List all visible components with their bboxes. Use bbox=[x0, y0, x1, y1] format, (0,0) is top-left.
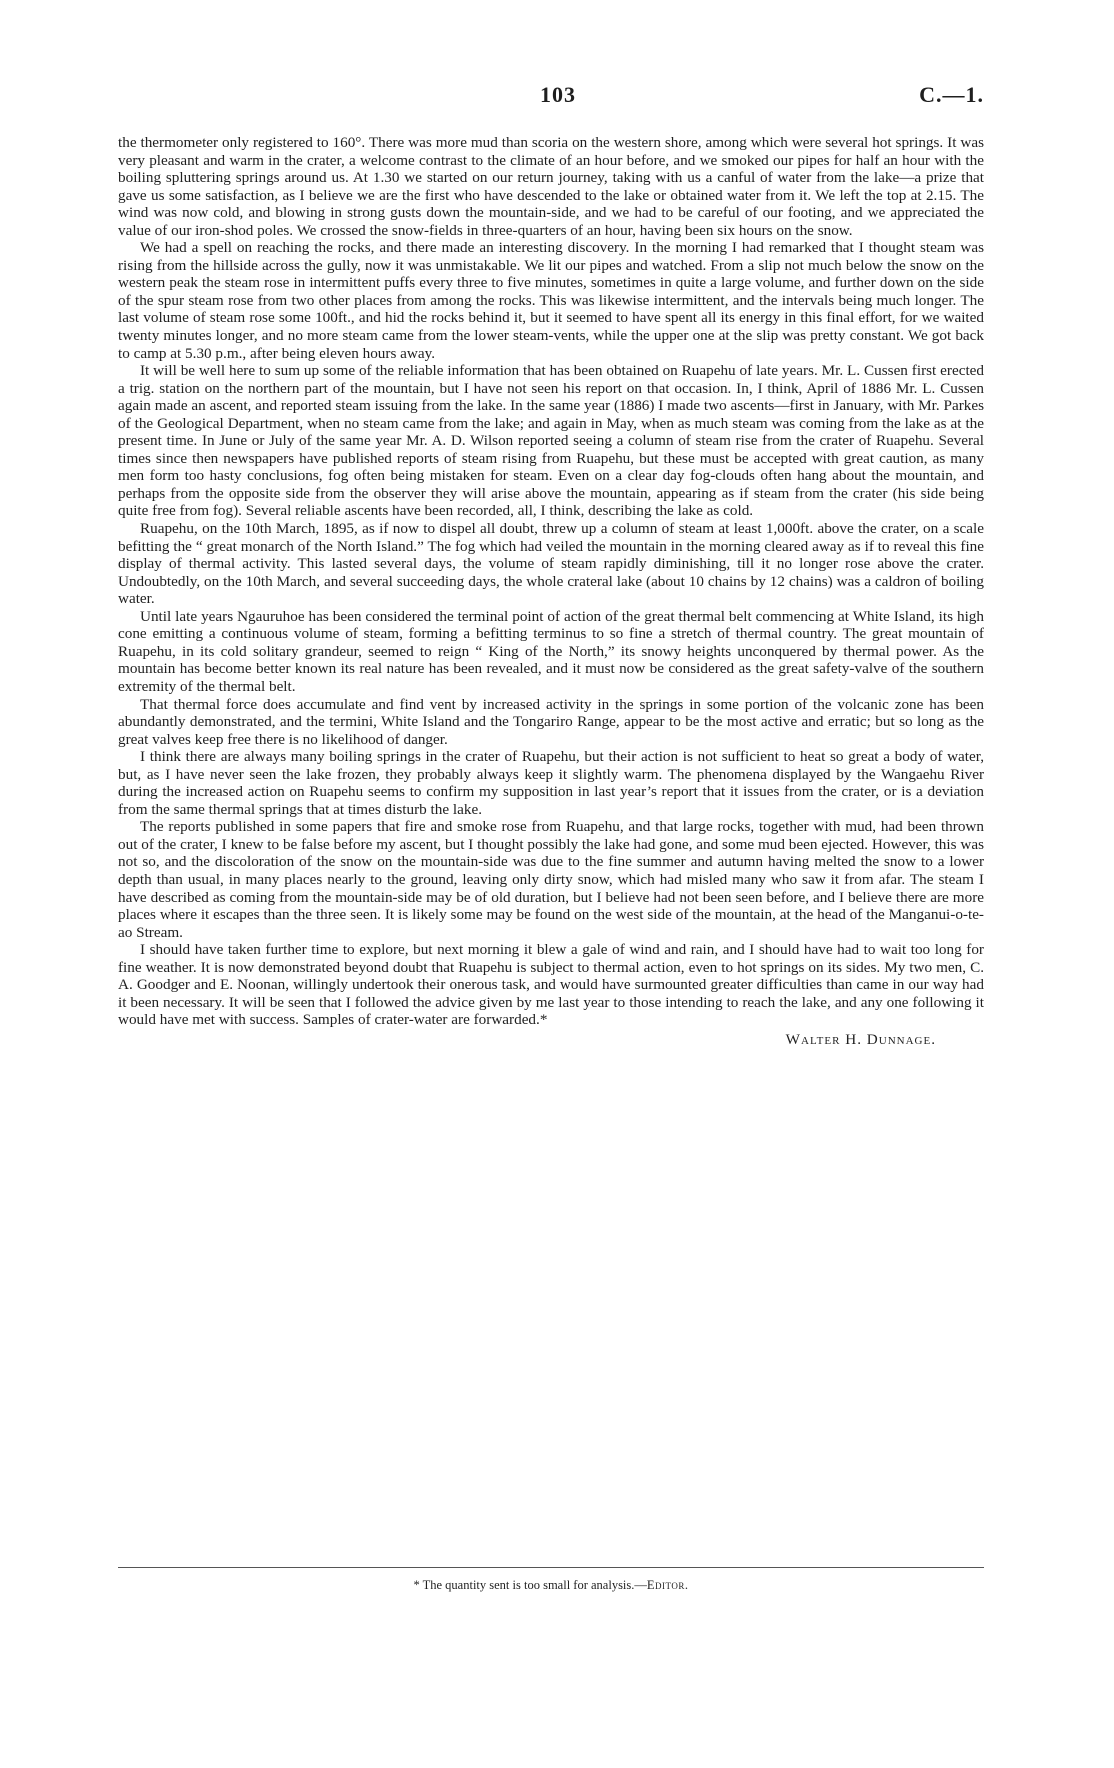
footnote-editor-credit: Editor. bbox=[646, 1578, 689, 1592]
paragraph-reliable-information: It will be well here to sum up some of the reliable information that has been obtained on Ruapehu of late years. Mr. L. Cussen first erected a trig. station on the northern part of the mountain, but I have not seen his report on that occasion. In, I think, April of 1886 Mr. L. Cussen again made an ascent, and reported steam issuing from the lake. In the same year (1886) I made two ascents—first in January, with Mr. Parkes of the Geological Department, when no steam came from the lake; and again in May, when as much steam was coming from the lake as at the present time. In June or July of the same year Mr. A. D. Wilson reported seeing a column of steam rise from the crater of Ruapehu. Several times since then newspapers have published reports of steam rising from Ruapehu, but these must be accepted with great caution, as many men form too hasty conclusions, fog often being mistaken for steam. Even on a clear day fog-clouds often hang about the mountain, and perhaps from the opposite side from the observer they will arise above the mountain, appearing as if steam from the crater (his side being quite free from fog). Several reliable ascents have been recorded, all, I think, describing the lake as cold. bbox=[118, 362, 984, 520]
page-header bbox=[118, 82, 984, 112]
paragraph-thermal-belt: Until late years Ngauruhoe has been considered the terminal point of action of the great thermal belt commencing at White Island, its high cone emitting a continuous volume of steam, forming a befitting terminus to so fine a stretch of thermal country. The great mountain of Ruapehu, in its cold solitary grandeur, seemed to reign “ King of the North,” its snowy heights unconquered by thermal power. As the mountain has become better known its real nature has been revealed, and it must now be considered as the great safety-valve of the southern extremity of the thermal belt. bbox=[118, 607, 984, 695]
report-body bbox=[118, 134, 984, 1049]
paragraph-march-eruption: Ruapehu, on the 10th March, 1895, as if now to dispel all doubt, threw up a column of steam at least 1,000ft. above the crater, on a scale befitting the “ great monarch of the North Island.” The fog which had veiled the mountain in the morning cleared away as if to reveal this fine display of thermal activity. This lasted several days, the volume of steam rapidly diminishing, till it no longer rose above the crater. Undoubtedly, on the 10th March, and several succeeding days, the whole crateral lake (about 10 chains by 12 chains) was a caldron of boiling water. bbox=[118, 520, 984, 608]
paragraph-summit-descent: the thermometer only registered to 160°. There was more mud than scoria on the western shore, among which were several hot springs. It was very pleasant and warm in the crater, a welcome contrast to the climate of an hour before, and we smoked our pipes for half an hour with the boiling spluttering springs around us. At 1.30 we started on our return journey, taking with us a canful of water from the lake—a prize that gave us some satisfaction, as I believe we are the first who have descended to the lake or obtained water from it. We left the top at 2.15. The wind was now cold, and blowing in strong gusts down the mountain-side, and we had to be careful of our footing, and we appreciated the value of our iron-shod poles. We crossed the snow-fields in three-quarters of an hour, having been six hours on the snow. bbox=[118, 134, 984, 239]
paragraph-conclusion: I should have taken further time to explore, but next morning it blew a gale of wind and rain, and I should have had to wait too long for fine weather. It is now demonstrated beyond doubt that Ruapehu is subject to thermal action, even to hot springs on its sides. My two men, C. A. Goodger and E. Noonan, willingly undertook their onerous task, and would have surmounted greater difficulties than came in our way had it been necessary. It will be seen that I followed the advice given by me last year to those intending to reach the lake, and any one following it would have met with success. Samples of crater-water are forwarded.* bbox=[118, 941, 984, 1029]
footnote-divider bbox=[118, 1567, 984, 1568]
footnote-text: * The quantity sent is too small for analysis.— bbox=[413, 1578, 647, 1592]
section-identifier: C.—1. bbox=[919, 82, 984, 107]
paragraph-steam-discovery: We had a spell on reaching the rocks, and there made an interesting discovery. In the morning I had remarked that I thought steam was rising from the hillside across the gully, now it was unmistakable. We lit our pipes and watched. From a slip not much below the snow on the western peak the steam rose in intermittent puffs every three to five minutes, sometimes in quite a large volume, and further down on the side of the spur steam rose from two other places from among the rocks. This was likewise intermittent, and the intervals being much longer. The last volume of steam rose some 100ft., and hid the rocks behind it, but it seemed to have spent all its energy in this final effort, for we waited twenty minutes longer, and no more steam came from the lower steam-vents, while the upper one at the slip was pretty constant. We got back to camp at 5.30 p.m., after being eleven hours away. bbox=[118, 239, 984, 362]
paragraph-boiling-springs: I think there are always many boiling springs in the crater of Ruapehu, but their action is not sufficient to heat so great a body of water, but, as I have never seen the lake frozen, they probably always keep it slightly warm. The phenomena displayed by the Wangaehu River during the increased action on Ruapehu seems to confirm my supposition in last year’s report that it issues from the crater, or is a deviation from the same thermal springs that at times disturb the lake. bbox=[118, 748, 984, 818]
author-signature: Walter H. Dunnage. bbox=[785, 1030, 936, 1048]
footnote bbox=[118, 1577, 984, 1593]
paragraph-thermal-force: That thermal force does accumulate and find vent by increased activity in the springs in some portion of the volcanic zone has been abundantly demonstrated, and the termini, White Island and the Tongariro Range, appear to be the most active and erratic; but so long as the great valves keep free there is no likelihood of danger. bbox=[118, 695, 984, 748]
page-number: 103 bbox=[540, 82, 576, 107]
paragraph-false-reports: The reports published in some papers that fire and smoke rose from Ruapehu, and that large rocks, together with mud, had been thrown out of the crater, I knew to be false before my ascent, but I thought possibly the lake had gone, and some mud been ejected. However, this was not so, and the discoloration of the snow on the mountain-side was due to the fine summer and autumn having melted the snow to a lower depth than usual, in many places nearly to the ground, leaving only dirty snow, which had misled many who saw it from afar. The steam I have described as coming from the mountain-side may be of old duration, but I believe had not been seen before, and I believe there are more places where it escapes than the three seen. It is likely some may be found on the west side of the mountain, at the head of the Manganui-o-te-ao Stream. bbox=[118, 818, 984, 941]
